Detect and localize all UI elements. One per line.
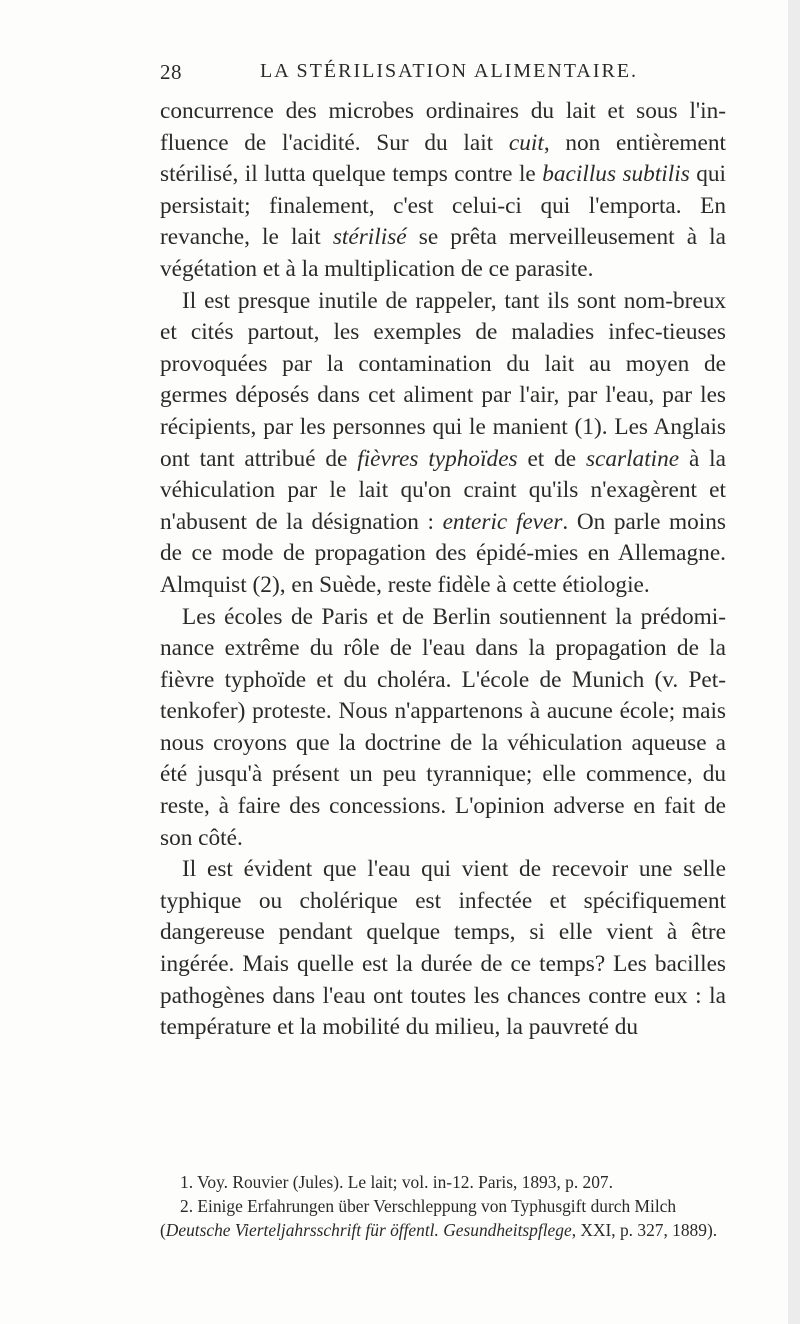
paragraph-text: Les écoles de Paris et de Berlin soutiennent la prédomi-nance extrême du rôle de l'eau dans la propagation de la fièvre typhoïde et du choléra. L'école de Munich (v. Pet-tenkofer) proteste. Nous n'appartenons à aucune école; mais nous croyons que la doctrine de la véhiculation aqueuse a été jusqu'à présent un peu tyrannique; elle commence, du reste, à faire des concessions. L'opinion adverse en fait de son côté.: [160, 603, 726, 851]
paragraph-text: , non entièrement stérilisé, il lutta quelque temps contre le: [160, 129, 727, 188]
paragraph-text: Il est presque inutile de rappeler, tant ils sont nom-breux et cités partout, les exemples de maladies infec-tieuses provoquées par la contamination du lait au moyen de germes déposés dans cet aliment par l'air, par l'eau, par les récipients, par les personnes qui le manient (1). Les Anglais ont tant attribué de: [160, 287, 726, 472]
paragraph-text: et de: [517, 445, 586, 472]
paragraph-2: [160, 286, 726, 602]
paragraph-text: . On parle moins de ce mode de propagation des épidé-mies en Allemagne. Almquist (2), en Suède, reste fidèle à cette étiologie.: [160, 508, 726, 598]
paragraph-text: Il est évident que l'eau qui vient de recevoir une selle typhique ou cholérique est infectée et spécifiquement dangereuse pendant quelque temps, si elle vient à être ingérée. Mais quelle est la durée de ce temps? Les bacilles pathogènes dans l'eau ont toutes les chances contre eux : la température et la mobilité du milieu, la pauvreté du: [160, 856, 726, 1041]
paragraph-text: qui persistait; finalement, c'est celui-ci qui l'emporta. En revanche, le lait: [160, 161, 727, 251]
footnote-text: , XXI, p. 327, 1889).: [571, 1220, 718, 1240]
paragraph-italic-text: fièvres typhoïdes: [357, 445, 518, 472]
paragraph-italic-text: cuit: [508, 129, 544, 156]
paragraph-text: se prêta merveilleusement à la végétation et à la multiplication de ce parasite.: [160, 224, 726, 282]
page-edge-shadow: [788, 0, 800, 1324]
footnote-italic-text: Deutsche Vierteljahrsschrift für öffentl. Gesundheitspflege: [165, 1220, 572, 1240]
footnotes: [160, 1170, 726, 1242]
paragraph-text: à la véhiculation par le lait qu'on craint qu'ils n'exagèrent et n'abusent de la désignation :: [160, 445, 726, 535]
page-header: [160, 60, 720, 88]
paragraph-4: [160, 854, 726, 1044]
footnote-1: [160, 1170, 726, 1194]
running-title: LA STÉRILISATION ALIMENTAIRE.: [260, 60, 639, 82]
paragraph-text: concurrence des microbes ordinaires du lait et sous l'in-fluence de l'acidité. Sur du lait: [160, 98, 726, 156]
paragraph-italic-text: enteric fever: [442, 508, 563, 535]
footnote-text: 2. Einige Erfahrungen über Verschleppung von Typhusgift durch Milch (: [160, 1196, 677, 1240]
paragraph-italic-text: stérilisé: [332, 224, 407, 251]
body-text: [160, 96, 726, 1044]
footnote-text: 1. Voy. Rouvier (Jules). Le lait; vol. in-12. Paris, 1893, p. 207.: [180, 1172, 613, 1192]
footnote-2: [160, 1194, 726, 1242]
page-number: 28: [160, 60, 182, 84]
paragraph-3: [160, 602, 726, 855]
paragraph-1: [160, 96, 726, 286]
paragraph-italic-text: scarlatine: [585, 445, 680, 472]
paragraph-italic-text: bacillus subtilis: [542, 161, 690, 188]
